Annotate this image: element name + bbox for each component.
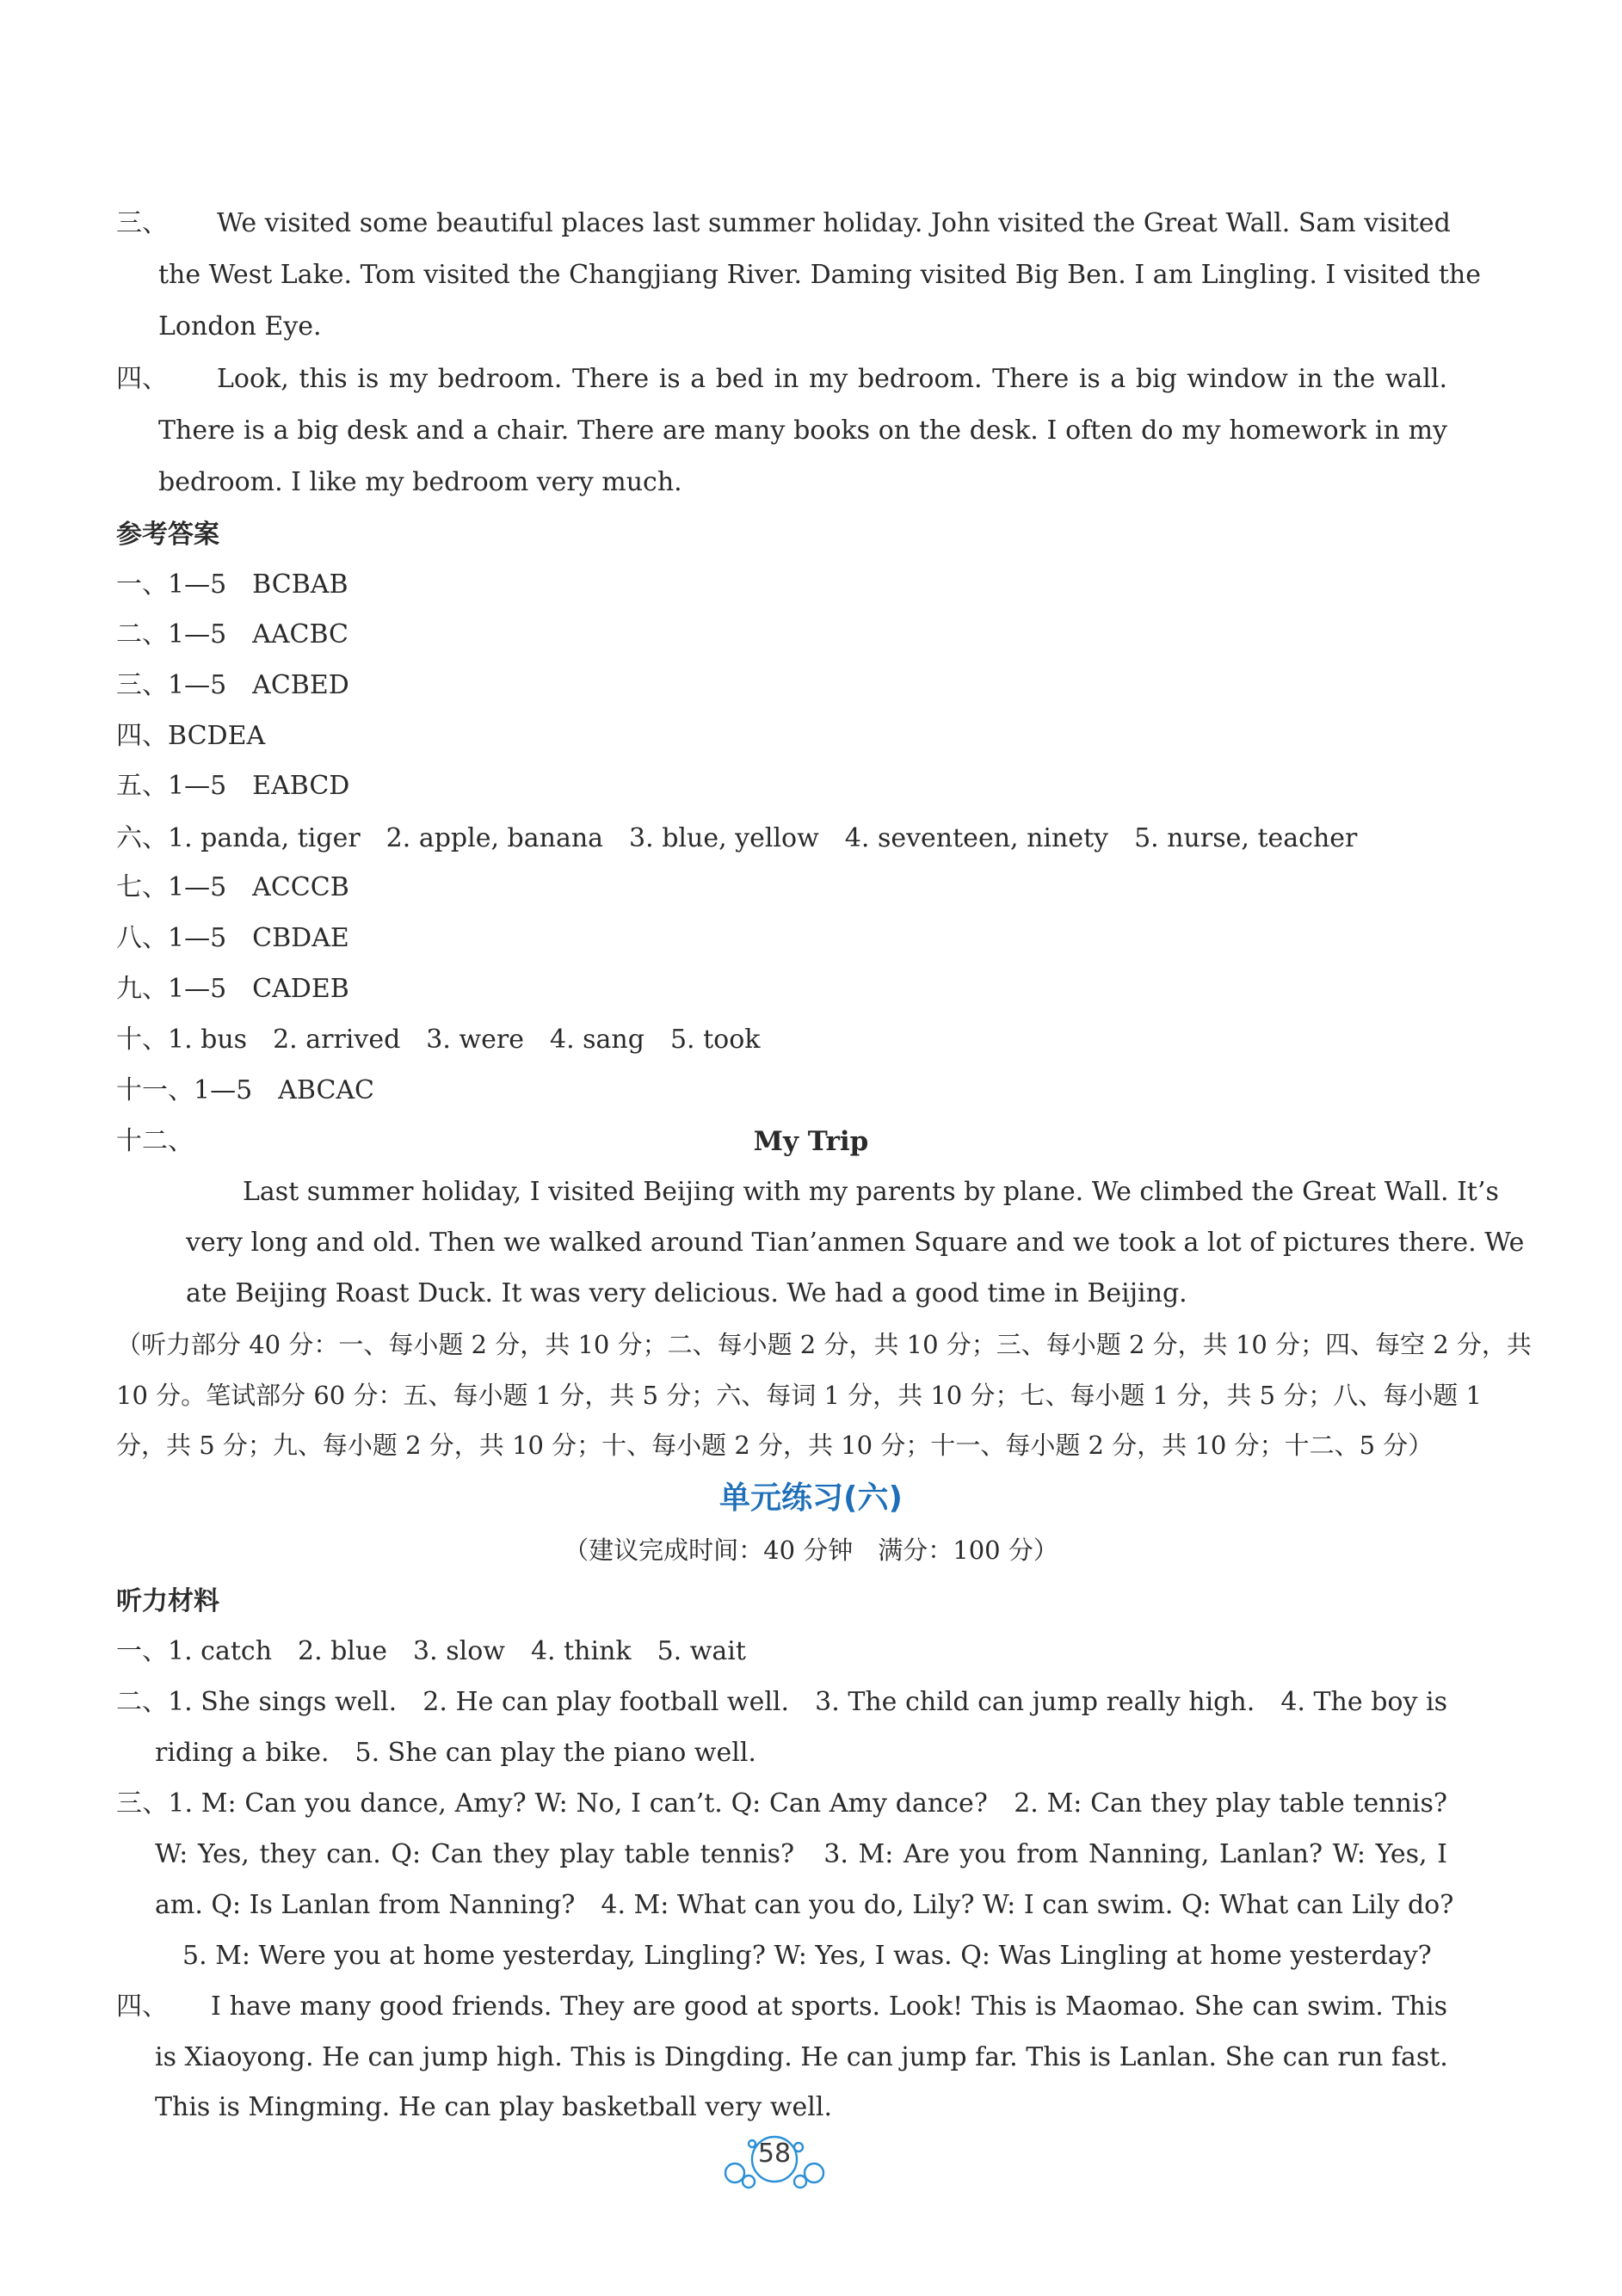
page-number-ornament (714, 2125, 835, 2194)
answer-10: 十、1. bus 2. arrived 3. were 4. sang 5. took (116, 1025, 761, 1055)
answer-4: 四、BCDEA (116, 721, 266, 751)
item-4-line-1: Look, this is my bedroom. There is a bed in my bedroom. There is a big window in the wall. (217, 364, 1447, 394)
item-4-line-2: There is a big desk and a chair. There are many books on the desk. I often do my homework in my (158, 415, 1447, 446)
answer-7: 七、1—5 ACCCB (116, 872, 349, 902)
answer-6: 六、1. panda, tiger 2. apple, banana 3. blue, yellow 4. seventeen, ninety 5. nurse, teacher (116, 823, 1358, 853)
item-3-line-3: London Eye. (158, 311, 322, 342)
composition-line-3: ate Beijing Roast Duck. It was very delicious. We had a good time in Beijing. (186, 1278, 1187, 1308)
answer-11: 十一、1—5 ABCAC (116, 1075, 375, 1105)
composition-label: 十二、 (116, 1126, 194, 1156)
unit-item-3-line-1: 三、1. M: Can you dance, Amy? W: No, I can’t. Q: Can Amy dance? 2. M: Can they play table tennis? (116, 1788, 1447, 1819)
listening-heading: 听力材料 (116, 1586, 219, 1616)
answer-5: 五、1—5 EABCD (116, 771, 350, 801)
composition-line-2: very long and old. Then we walked around Tian’anmen Square and we took a lot of pictures there. We (186, 1228, 1525, 1258)
scoring-line-3: 分，共 5 分；九、每小题 2 分，共 10 分；十、每小题 2 分，共 10 分；十一、每小题 2 分，共 10 分；十二、5 分） (116, 1431, 1434, 1460)
unit-item-3-line-2: W: Yes, they can. Q: Can they play table tennis? 3. M: Are you from Nanning, Lanlan? W: Yes, I (155, 1839, 1447, 1869)
item-3-label: 三、 (116, 208, 168, 238)
item-3-line-2: the West Lake. Tom visited the Changjiang River. Daming visited Big Ben. I am Lingling. I visited the (158, 260, 1482, 290)
unit-item-3-line-3: am. Q: Is Lanlan from Nanning? 4. M: What can you do, Lily? W: I can swim. Q: What can Lily do? (155, 1890, 1454, 1920)
answer-2: 二、1—5 AACBC (116, 619, 349, 649)
unit-subtitle: （建议完成时间：40 分钟 满分：100 分） (564, 1536, 1058, 1565)
unit-item-3-line-4: 5. M: Were you at home yesterday, Lingling? W: Yes, I was. Q: Was Lingling at home yesterday? (182, 1941, 1432, 1971)
unit-item-1: 一、1. catch 2. blue 3. slow 4. think 5. wait (116, 1636, 746, 1666)
unit-item-2-line-1: 二、1. She sings well. 2. He can play football well. 3. The child can jump really high. 4. The boy is (116, 1687, 1447, 1717)
item-3-line-1: We visited some beautiful places last summer holiday. John visited the Great Wall. Sam visited (217, 208, 1451, 238)
item-4-line-3: bedroom. I like my bedroom very much. (158, 467, 682, 497)
answer-1: 一、1—5 BCBAB (116, 569, 348, 600)
page-number: 58 (757, 2139, 792, 2169)
item-4-label: 四、 (116, 364, 168, 394)
unit-item-4-line-3: This is Mingming. He can play basketball very well. (155, 2092, 833, 2122)
unit-item-4-line-2: is Xiaoyong. He can jump high. This is Dingding. He can jump far. This is Lanlan. She can run fast. (155, 2042, 1448, 2072)
unit-item-2-line-2: riding a bike. 5. She can play the piano well. (155, 1738, 756, 1768)
composition-line-1: Last summer holiday, I visited Beijing with my parents by plane. We climbed the Great Wall. It’s (243, 1177, 1499, 1207)
scoring-line-2: 10 分。笔试部分 60 分：五、每小题 1 分，共 5 分；六、每词 1 分，共 10 分；七、每小题 1 分，共 5 分；八、每小题 1 (116, 1381, 1482, 1410)
unit-item-4-label: 四、 (116, 1991, 168, 2022)
answer-9: 九、1—5 CADEB (116, 974, 349, 1004)
unit-title: 单元练习(六) (719, 1480, 903, 1516)
answers-heading: 参考答案 (116, 520, 219, 550)
answer-3: 三、1—5 ACBED (116, 670, 349, 700)
answer-8: 八、1—5 CBDAE (116, 923, 349, 953)
composition-title: My Trip (753, 1126, 869, 1157)
unit-item-4-line-1: I have many good friends. They are good at sports. Look! This is Maomao. She can swim. This (211, 1991, 1447, 2022)
scoring-line-1: （听力部分 40 分：一、每小题 2 分，共 10 分；二、每小题 2 分，共 10 分；三、每小题 2 分，共 10 分；四、每空 2 分，共 (116, 1330, 1532, 1359)
